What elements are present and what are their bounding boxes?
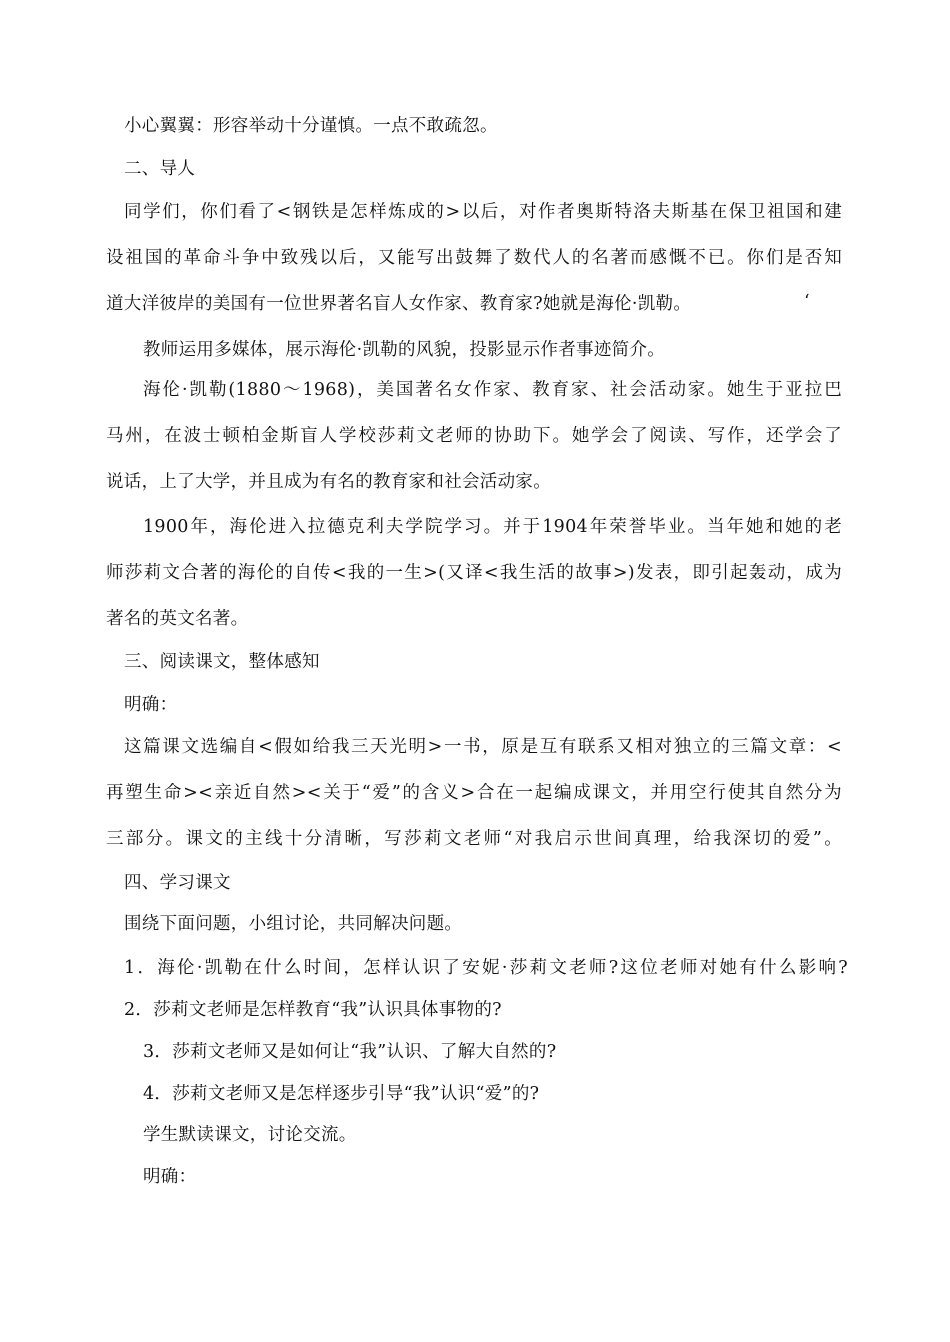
question-item: 1．海伦·凯勒在什么时间，怎样认识了安妮·莎莉文老师?这位老师对她有什么影响? xyxy=(124,958,848,978)
question-item: 3．莎莉文老师又是如何让“我”认识、了解大自然的? xyxy=(143,1042,557,1062)
paragraph-line: 师莎莉文合著的海伦的自传<我的一生>(又译<我生活的故事>)发表，即引起轰动，成为 xyxy=(106,563,842,583)
stray-mark: ‘ xyxy=(804,292,810,312)
paragraph-line: 设祖国的革命斗争中致残以后，又能写出鼓舞了数代人的名著而感慨不已。你们是否知 xyxy=(106,248,842,268)
section-heading-intro: 二、导人 xyxy=(124,159,196,179)
answer-label: 明确： xyxy=(143,1167,197,1187)
paragraph-line: 再塑生命><亲近自然><关于“爱”的含义>合在一起编成课文，并用空行使其自然分为 xyxy=(106,783,842,803)
question-item: 4．莎莉文老师又是怎样逐步引导“我”认识“爱”的? xyxy=(143,1084,540,1104)
instruction-line: 围绕下面问题，小组讨论，共同解决问题。 xyxy=(124,914,463,934)
paragraph-line: 道大洋彼岸的美国有一位世界著名盲人女作家、教育家?她就是海伦·凯勒。 xyxy=(106,294,692,314)
paragraph-line: 三部分。课文的主线十分清晰，写莎莉文老师“对我启示世间真理，给我深切的爱”。 xyxy=(106,829,842,849)
section-heading-study: 四、学习课文 xyxy=(124,873,231,893)
paragraph-line: 说话，上了大学，并且成为有名的教育家和社会活动家。 xyxy=(106,472,551,492)
paragraph-line: 著名的英文名著。 xyxy=(106,609,249,629)
paragraph-line: 海伦·凯勒(1880～1968)，美国著名女作家、教育家、社会活动家。她生于亚拉巴 xyxy=(143,380,842,400)
question-item: 2．莎莉文老师是怎样教育“我”认识具体事物的? xyxy=(124,1000,502,1020)
paragraph-line: 教师运用多媒体，展示海伦·凯勒的风貌，投影显示作者事迹简介。 xyxy=(143,340,666,360)
definition-line: 小心翼翼：形容举动十分谨慎。一点不敢疏忽。 xyxy=(124,116,498,136)
paragraph-line: 同学们，你们看了<钢铁是怎样炼成的>以后，对作者奥斯特洛夫斯基在保卫祖国和建 xyxy=(124,202,842,222)
section-heading-reading: 三、阅读课文，整体感知 xyxy=(124,652,320,672)
paragraph-line: 这篇课文选编自<假如给我三天光明>一书，原是互有联系又相对独立的三篇文章：< xyxy=(124,737,842,757)
answer-label: 明确： xyxy=(124,695,178,715)
paragraph-line: 1900年，海伦进入拉德克利夫学院学习。并于1904年荣誉毕业。当年她和她的老 xyxy=(143,517,842,537)
paragraph-line: 马州，在波士顿柏金斯盲人学校莎莉文老师的协助下。她学会了阅读、写作，还学会了 xyxy=(106,426,842,446)
instruction-line: 学生默读课文，讨论交流。 xyxy=(143,1125,357,1145)
